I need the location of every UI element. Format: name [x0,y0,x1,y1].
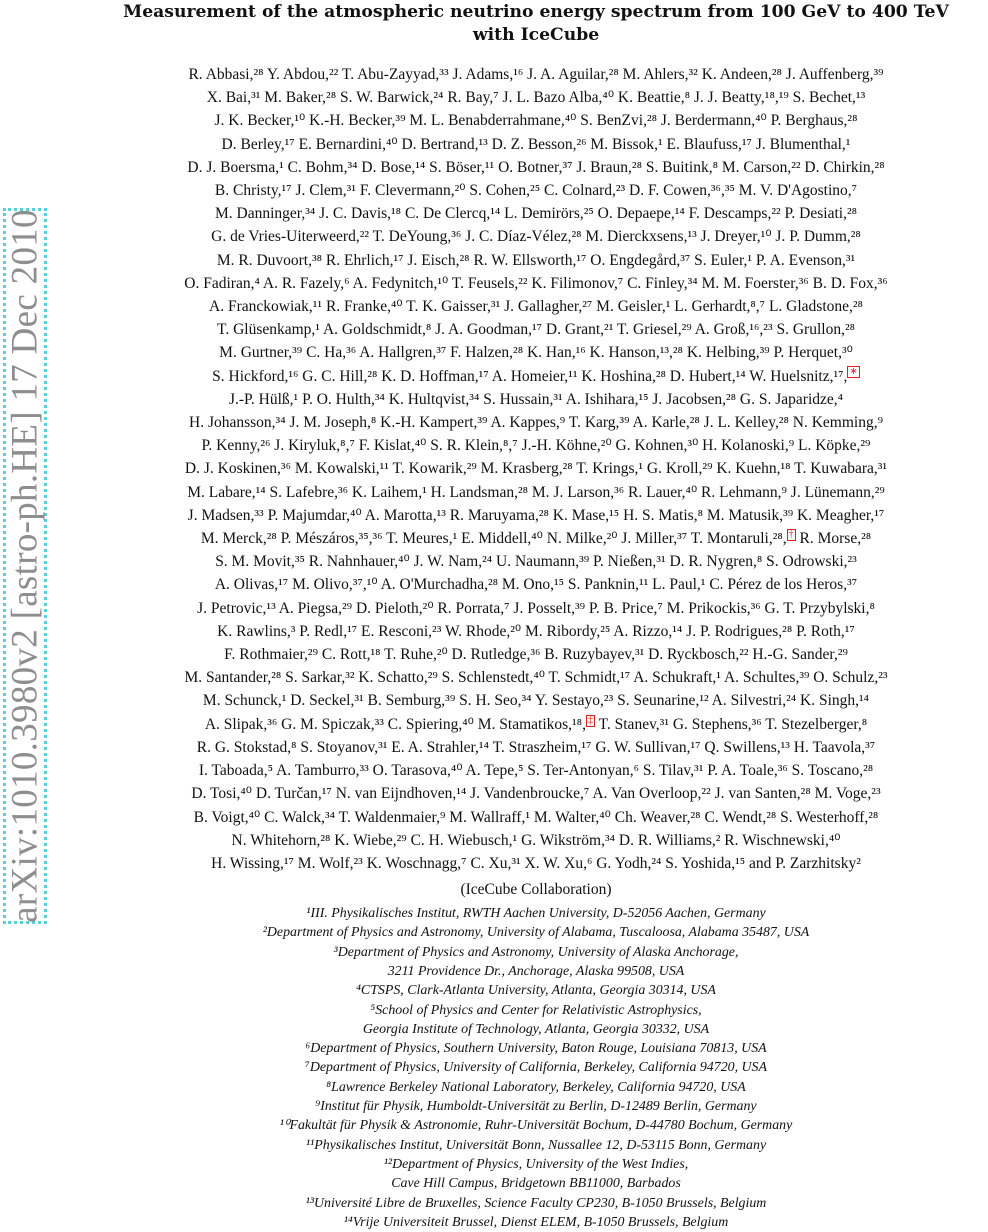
author-line: T. Glüsenkamp,¹ A. Goldschmidt,⁸ J. A. Goodman,¹⁷ D. Grant,²¹ T. Griesel,²⁹ A. Groß,¹⁶,²³ S. Grullon,²⁸ [217,321,855,339]
affiliation-line: ¹³Université Libre de Bruxelles, Science Faculty CP230, B-1050 Brussels, Belgium [305,1195,767,1211]
author-line: O. Fadiran,⁴ A. R. Fazely,⁶ A. Fedynitch,¹⁰ T. Feusels,²² K. Filimonov,⁷ C. Finley,³⁴ M. M. Foerster,³⁶ B. D. Fox,³⁶ [184,274,888,292]
author-line: J. Madsen,³³ P. Majumdar,⁴⁰ A. Marotta,¹³ R. Maruyama,²⁸ K. Mase,¹⁵ H. S. Matis,⁸ M. Matusik,³⁹ K. Meagher,¹⁷ [187,506,885,524]
author-line: H. Wissing,¹⁷ M. Wolf,²³ K. Woschnagg,⁷ C. Xu,³¹ X. W. Xu,⁶ G. Yodh,²⁴ S. Yoshida,¹⁵ and P. Zarzhitsky² [211,854,861,872]
author-line: M. Gurtner,³⁹ C. Ha,³⁶ A. Hallgren,³⁷ F. Halzen,²⁸ K. Han,¹⁶ K. Hanson,¹³,²⁸ K. Helbing,³⁹ P. Herquet,³⁰ [219,344,853,362]
affiliation-line: ¹²Department of Physics, University of the West Indies, [383,1156,689,1172]
affiliation-line: Cave Hill Campus, Bridgetown BB11000, Barbados [391,1176,681,1192]
author-line [74,365,988,388]
author-line: M. Labare,¹⁴ S. Lafebre,³⁶ K. Laihem,¹ H. Landsman,²⁸ M. J. Larson,³⁶ R. Lauer,⁴⁰ R. Lehmann,⁹ J. Lünemann,²⁹ [187,483,885,501]
author-line: K. Rawlins,³ P. Redl,¹⁷ E. Resconi,²³ W. Rhode,²⁰ M. Ribordy,²⁵ A. Rizzo,¹⁴ J. P. Rodrigues,²⁸ P. Roth,¹⁷ [217,622,855,640]
author-line: H. Johansson,³⁴ J. M. Joseph,⁸ K.-H. Kampert,³⁹ A. Kappes,⁹ T. Karg,³⁹ A. Karle,²⁸ J. L. Kelley,²⁸ N. Kemming,⁹ [189,414,883,432]
affiliation-list [74,904,988,1232]
author-line: A. Franckowiak,¹¹ R. Franke,⁴⁰ T. K. Gaisser,³¹ J. Gallagher,²⁷ M. Geisler,¹ L. Gerhardt,⁸,⁷ L. Gladstone,²⁸ [209,298,863,316]
author-line: P. Kenny,²⁶ J. Kiryluk,⁸,⁷ F. Kislat,⁴⁰ S. R. Klein,⁸,⁷ J.-H. Köhne,²⁰ G. Kohnen,³⁰ H. Kolanoski,⁹ L. Köpke,²⁹ [201,437,871,455]
author-line-text-part: M. Merck,²⁸ P. Mészáros,³⁵,³⁶ T. Meures,¹ E. Middell,⁴⁰ N. Milke,²⁰ J. Miller,³⁷ T. Montaruli,²⁸, [200,530,787,548]
author-line [74,527,988,550]
author-list [74,63,988,875]
arxiv-stamp [3,208,47,924]
affiliation-line: ¹⁰Fakultät für Physik & Astronomie, Ruhr-Universität Bochum, D-44780 Bochum, Germany [279,1118,793,1134]
title-line: with IceCube [472,25,600,45]
author-line: A. Olivas,¹⁷ M. Olivo,³⁷,¹⁰ A. O'Murchadha,²⁸ M. Ono,¹⁵ S. Panknin,¹¹ L. Paul,¹ C. Pérez de los Heros,³⁷ [214,576,858,594]
author-line: F. Rothmaier,²⁹ C. Rott,¹⁸ T. Ruhe,²⁰ D. Rutledge,³⁶ B. Ruzybayev,³¹ D. Ryckbosch,²² H.-G. Sander,²⁹ [224,646,848,664]
author-line: D. Berley,¹⁷ E. Bernardini,⁴⁰ D. Bertrand,¹³ D. Z. Besson,²⁶ M. Bissok,¹ E. Blaufuss,¹⁷ J. Blumenthal,¹ [221,135,851,153]
affiliation-line: ³Department of Physics and Astronomy, University of Alaska Anchorage, [333,944,739,960]
author-line: J. K. Becker,¹⁰ K.-H. Becker,³⁹ M. L. Benabderrahmane,⁴⁰ S. BenZvi,²⁸ J. Berdermann,⁴⁰ P. Berghaus,²⁸ [214,112,858,130]
affiliation-line: ¹¹Physikalisches Institut, Universität Bonn, Nussallee 12, D-53115 Bonn, Germany [305,1137,767,1153]
affiliation-line: Georgia Institute of Technology, Atlanta, Georgia 30332, USA [362,1021,710,1037]
affiliation-line: ⁵School of Physics and Center for Relativistic Astrophysics, [370,1002,702,1018]
author-line-text [205,716,867,733]
author-line: J.-P. Hülß,¹ P. O. Hulth,³⁴ K. Hultqvist,³⁴ S. Hussain,³¹ A. Ishihara,¹⁵ J. Jacobsen,²⁸ G. S. Japaridze,⁴ [228,390,844,408]
author-line: J. Petrovic,¹³ A. Piegsa,²⁹ D. Pieloth,²⁰ R. Porrata,⁷ J. Posselt,³⁹ P. B. Price,⁷ M. Prikockis,³⁶ G. T. Przybylski,⁸ [197,599,875,617]
footnote-link[interactable]: ‡ [587,714,593,726]
affiliation-line: ⁷Department of Physics, University of California, Berkeley, California 94720, USA [304,1060,767,1076]
paper-title [74,0,988,47]
author-line-text-part: A. Slipak,³⁶ G. M. Spiczak,³³ C. Spiering,⁴⁰ M. Stamatikos,¹⁸, [204,715,586,733]
footnote-link[interactable]: † [788,528,794,540]
paper-front-matter [74,0,988,1232]
footnote-link[interactable]: ∗ [849,366,858,378]
author-line: S. M. Movit,³⁵ R. Nahnhauer,⁴⁰ J. W. Nam,²⁴ U. Naumann,³⁹ P. Nießen,³¹ D. R. Nygren,⁸ S. Odrowski,²³ [215,553,857,571]
affiliation-line: ⁴CTSPS, Clark-Atlanta University, Atlanta, Georgia 30314, USA [356,983,716,999]
author-line: X. Bai,³¹ M. Baker,²⁸ S. W. Barwick,²⁴ R. Bay,⁷ J. L. Bazo Alba,⁴⁰ K. Beattie,⁸ J. J. Beatty,¹⁸,¹⁹ S. Bechet,¹³ [206,89,866,107]
author-line-text-part: T. Stanev,³¹ G. Stephens,³⁶ T. Stezelberger,⁸ [594,715,868,733]
affiliation-line: ⁶Department of Physics, Southern University, Baton Rouge, Louisiana 70813, USA [305,1041,767,1057]
author-line: I. Taboada,⁵ A. Tamburro,³³ O. Tarasova,⁴⁰ A. Tepe,⁵ S. Ter-Antonyan,⁶ S. Tilav,³¹ P. A. Toale,³⁶ S. Toscano,²⁸ [198,762,874,780]
affiliation-line: ²Department of Physics and Astronomy, University of Alabama, Tuscaloosa, Alabama 35487, USA [262,925,810,941]
author-line: M. R. Duvoort,³⁸ R. Ehrlich,¹⁷ J. Eisch,²⁸ R. W. Ellsworth,¹⁷ O. Engdegård,³⁷ S. Euler,¹ P. A. Evenson,³¹ [216,251,856,269]
affiliation-line: ⁸Lawrence Berkeley National Laboratory, Berkeley, California 94720, USA [326,1079,746,1095]
author-line: B. Voigt,⁴⁰ C. Walck,³⁴ T. Waldenmaier,⁹ M. Wallraff,¹ M. Walter,⁴⁰ Ch. Weaver,²⁸ C. Wendt,²⁸ S. Westerhoff,²⁸ [193,808,879,826]
author-line [74,713,988,736]
author-line-text [201,530,871,547]
author-line: M. Schunck,¹ D. Seckel,³¹ B. Semburg,³⁹ S. H. Seo,³⁴ Y. Sestayo,²³ S. Seunarine,¹² A. Silvestri,²⁴ K. Singh,¹⁴ [202,692,870,710]
title-line: Measurement of the atmospheric neutrino energy spectrum from 100 GeV to 400 TeV [123,2,949,22]
author-line: D. J. Boersma,¹ C. Bohm,³⁴ D. Bose,¹⁴ S. Böser,¹¹ O. Botner,³⁷ J. Braun,²⁸ S. Buitink,⁸ M. Carson,²² D. Chirkin,²⁸ [187,158,885,176]
collaboration-label: (IceCube Collaboration) [460,881,612,899]
author-line: M. Santander,²⁸ S. Sarkar,³² K. Schatto,²⁹ S. Schlenstedt,⁴⁰ T. Schmidt,¹⁷ A. Schukraft,¹ A. Schultes,³⁹ O. Schulz,²³ [184,669,888,687]
affiliation-line: ¹III. Physikalisches Institut, RWTH Aachen University, D-52056 Aachen, Germany [306,906,766,922]
author-line: B. Christy,¹⁷ J. Clem,³¹ F. Clevermann,²⁰ S. Cohen,²⁵ C. Colnard,²³ D. F. Cowen,³⁶,³⁵ M. V. D'Agostino,⁷ [214,182,858,200]
author-line: N. Whitehorn,²⁸ K. Wiebe,²⁹ C. H. Wiebusch,¹ G. Wikström,³⁴ D. R. Williams,² R. Wischnewski,⁴⁰ [231,831,841,849]
author-line: M. Danninger,³⁴ J. C. Davis,¹⁸ C. De Clercq,¹⁴ L. Demirörs,²⁵ O. Depaepe,¹⁴ F. Descamps,²² P. Desiati,²⁸ [215,205,857,223]
author-line: D. J. Koskinen,³⁶ M. Kowalski,¹¹ T. Kowarik,²⁹ M. Krasberg,²⁸ T. Krings,¹ G. Kroll,²⁹ K. Kuehn,¹⁸ T. Kuwabara,³¹ [184,460,888,478]
author-line: R. G. Stokstad,⁸ S. Stoyanov,³¹ E. A. Strahler,¹⁴ T. Straszheim,¹⁷ G. W. Sullivan,¹⁷ Q. Swillens,¹³ H. Taavola,³⁷ [196,738,876,756]
affiliation-line: ¹⁴Vrije Universiteit Brussel, Dienst ELEM, B-1050 Brussels, Belgium [343,1214,729,1230]
arxiv-stamp-text: arXiv:1010.3980v2 [astro-ph.HE] 17 Dec 2010 [4,209,46,923]
author-line: G. de Vries-Uiterweerd,²² T. DeYoung,³⁶ J. C. Díaz-Vélez,²⁸ M. Dierckxsens,¹³ J. Dreyer,¹⁰ J. P. Dumm,²⁸ [211,228,861,246]
affiliation-line: 3211 Providence Dr., Anchorage, Alaska 99508, USA [387,964,685,979]
affiliation-line: ⁹Institut für Physik, Humboldt-Universität zu Berlin, D-12489 Berlin, Germany [315,1099,757,1115]
author-line-text: S. Hickford,¹⁶ G. C. Hill,²⁸ K. D. Hoffman,¹⁷ A. Homeier,¹¹ K. Hoshina,²⁸ D. Hubert,¹⁴ W. Huelsnitz,¹⁷, [212,367,848,385]
author-line: D. Tosi,⁴⁰ D. Turčan,¹⁷ N. van Eijndhoven,¹⁴ J. Vandenbroucke,⁷ A. Van Overloop,²² J. van Santen,²⁸ M. Voge,²³ [191,785,881,803]
author-line-text-part: R. Morse,²⁸ [795,530,872,548]
author-line: R. Abbasi,²⁸ Y. Abdou,²² T. Abu-Zayyad,³³ J. Adams,¹⁶ J. A. Aguilar,²⁸ M. Ahlers,³² K. Andeen,²⁸ J. Auffenberg,³⁹ [188,66,884,83]
